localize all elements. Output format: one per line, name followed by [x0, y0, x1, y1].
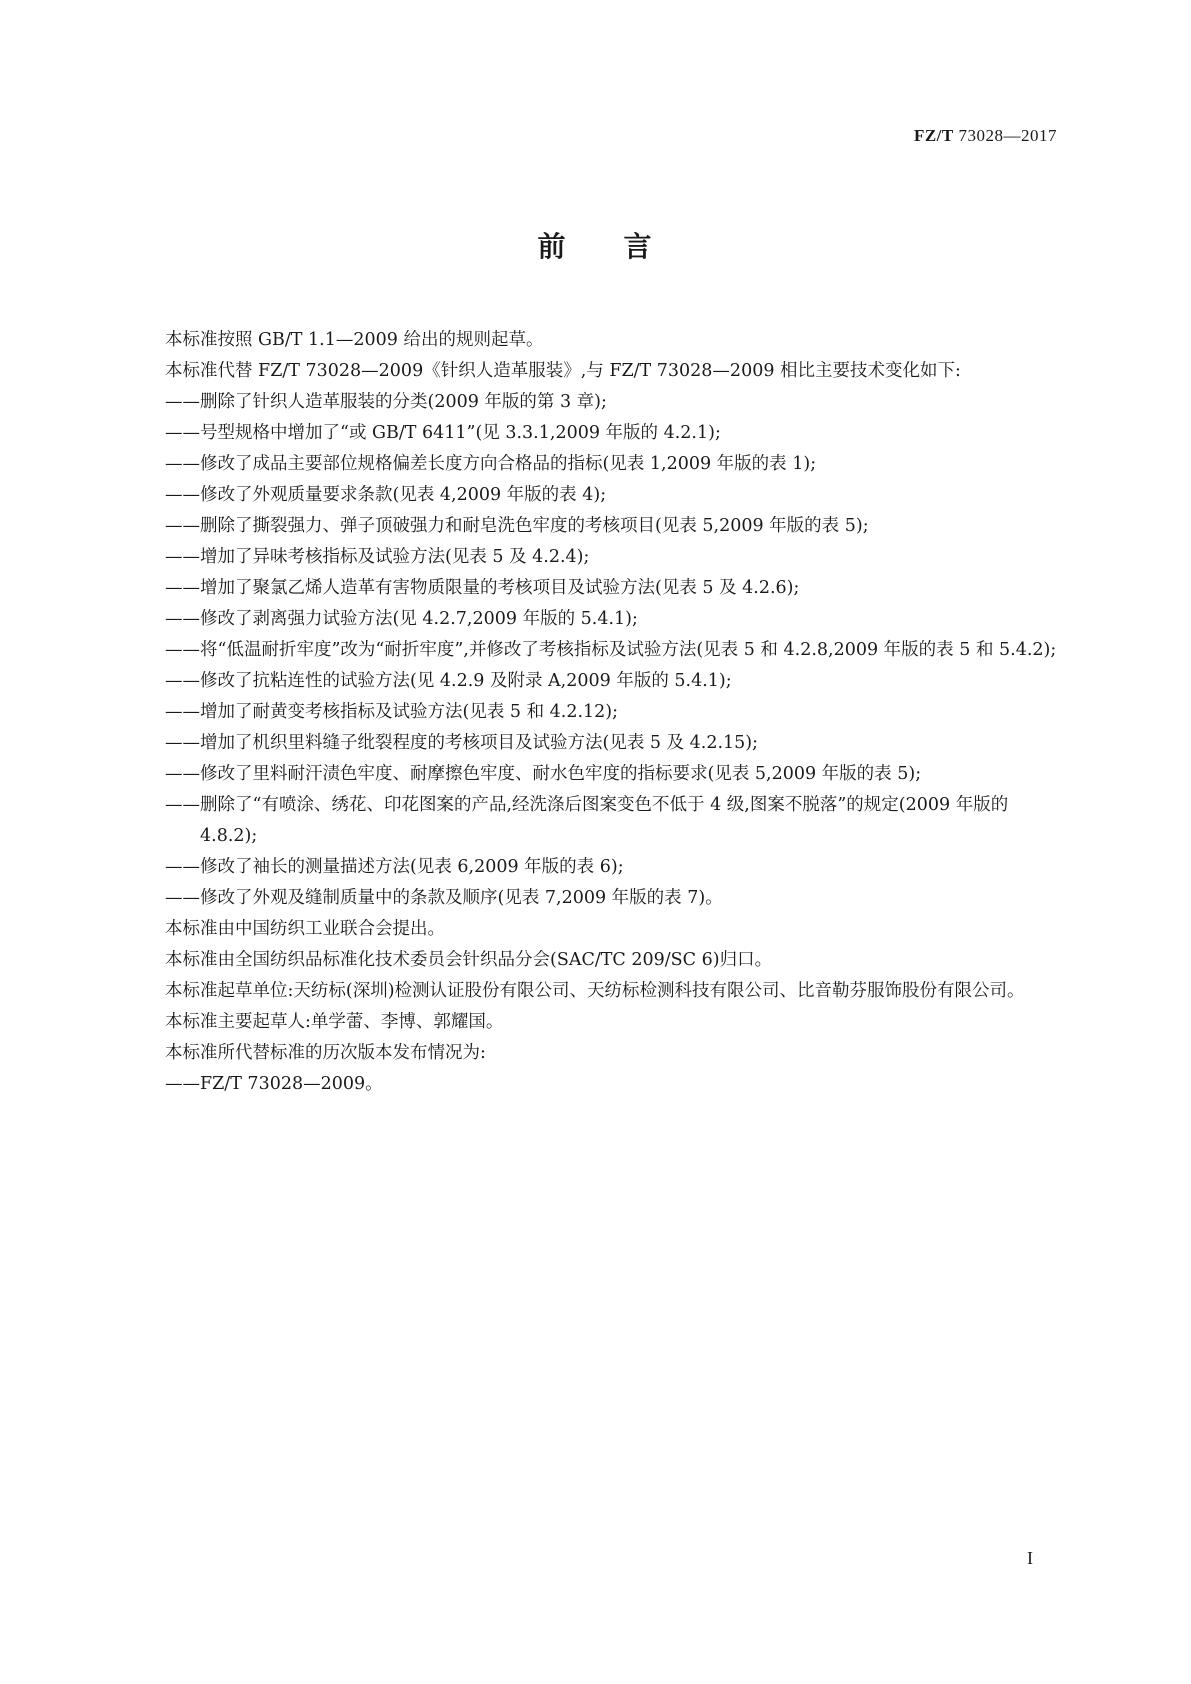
dash-mark: ——: [165, 485, 200, 505]
list-item: ——修改了外观质量要求条款(见表 4,2009 年版的表 4);: [130, 480, 1057, 511]
list-item: ——将“低温耐折牢度”改为“耐折牢度”,并修改了考核指标及试验方法(见表 5 和 4.2.8,2009 年版的表 5 和 5.4.2);: [130, 635, 1057, 666]
dash-mark: ——: [165, 795, 200, 815]
page-title-char-1: 前: [537, 230, 568, 263]
list-item: ——删除了针织人造革服装的分类(2009 年版的第 3 章);: [130, 387, 1057, 418]
paragraph-proposed-by: 本标准由中国纺织工业联合会提出。: [165, 919, 445, 939]
previous-versions-list: [130, 1069, 1057, 1100]
document-code: [914, 126, 1057, 146]
page-title-char-2: 言: [623, 230, 654, 263]
dash-mark: ——: [165, 609, 200, 629]
page-title: [0, 225, 1191, 265]
list-item: ——增加了异味考核指标及试验方法(见表 5 及 4.2.4);: [130, 542, 1057, 573]
list-item: ——修改了成品主要部位规格偏差长度方向合格品的指标(见表 1,2009 年版的表 1);: [130, 449, 1057, 480]
dash-mark: ——: [165, 764, 200, 784]
dash-mark: ——: [165, 640, 200, 660]
list-item: ——增加了耐黄变考核指标及试验方法(见表 5 和 4.2.12);: [130, 697, 1057, 728]
paragraph-drafting-units: 本标准起草单位:天纺标(深圳)检测认证股份有限公司、天纺标检测科技有限公司、比音勒芬服饰股份有限公司。: [165, 981, 1025, 1001]
dash-mark: ——: [165, 454, 200, 474]
dash-mark: ——: [165, 547, 200, 567]
dash-mark: ——: [165, 671, 200, 691]
page-number: I: [1027, 1548, 1033, 1568]
paragraph-drafters: 本标准主要起草人:单学蕾、李博、郭耀国。: [165, 1012, 504, 1032]
list-item: ——修改了外观及缝制质量中的条款及顺序(见表 7,2009 年版的表 7)。: [130, 883, 1057, 914]
list-item: ——增加了聚氯乙烯人造革有害物质限量的考核项目及试验方法(见表 5 及 4.2.6);: [130, 573, 1057, 604]
dash-mark: ——: [165, 888, 200, 908]
list-item: ——删除了“有喷涂、绣花、印花图案的产品,经洗涤后图案变色不低于 4 级,图案不脱落”的规定(2009 年版的 4.8.2);: [130, 790, 1057, 852]
dash-mark: ——: [165, 578, 200, 598]
dash-mark: ——: [165, 423, 200, 443]
paragraph-replaces: 本标准代替 FZ/T 73028—2009《针织人造革服装》,与 FZ/T 73028—2009 相比主要技术变化如下:: [165, 361, 961, 381]
document-code-number: 73028—2017: [958, 126, 1057, 145]
dash-mark: ——: [165, 1074, 200, 1094]
list-item: ——增加了机织里料缝子纰裂程度的考核项目及试验方法(见表 5 及 4.2.15);: [130, 728, 1057, 759]
list-item: ——FZ/T 73028—2009。: [130, 1069, 1057, 1100]
list-item: ——号型规格中增加了“或 GB/T 6411”(见 3.3.1,2009 年版的 4.2.1);: [130, 418, 1057, 449]
dash-mark: ——: [165, 516, 200, 536]
list-item: ——删除了撕裂强力、弹子顶破强力和耐皂洗色牢度的考核项目(见表 5,2009 年版的表 5);: [130, 511, 1057, 542]
dash-mark: ——: [165, 392, 200, 412]
list-item: ——修改了抗粘连性的试验方法(见 4.2.9 及附录 A,2009 年版的 5.4.1);: [130, 666, 1057, 697]
dash-mark: ——: [165, 857, 200, 877]
dash-mark: ——: [165, 702, 200, 722]
list-item: ——修改了剥离强力试验方法(见 4.2.7,2009 年版的 5.4.1);: [130, 604, 1057, 635]
list-item: ——修改了袖长的测量描述方法(见表 6,2009 年版的表 6);: [130, 852, 1057, 883]
document-code-prefix: FZ/T: [913, 126, 954, 145]
paragraph-drafting-rules: 本标准按照 GB/T 1.1—2009 给出的规则起草。: [165, 330, 544, 350]
foreword-body: [130, 325, 1057, 1100]
dash-mark: ——: [165, 733, 200, 753]
changes-list: [130, 387, 1057, 914]
paragraph-previous-versions: 本标准所代替标准的历次版本发布情况为:: [165, 1043, 486, 1063]
list-item: ——修改了里料耐汗渍色牢度、耐摩擦色牢度、耐水色牢度的指标要求(见表 5,2009 年版的表 5);: [130, 759, 1057, 790]
paragraph-centralized-by: 本标准由全国纺织品标准化技术委员会针织品分会(SAC/TC 209/SC 6)归口。: [165, 950, 773, 970]
